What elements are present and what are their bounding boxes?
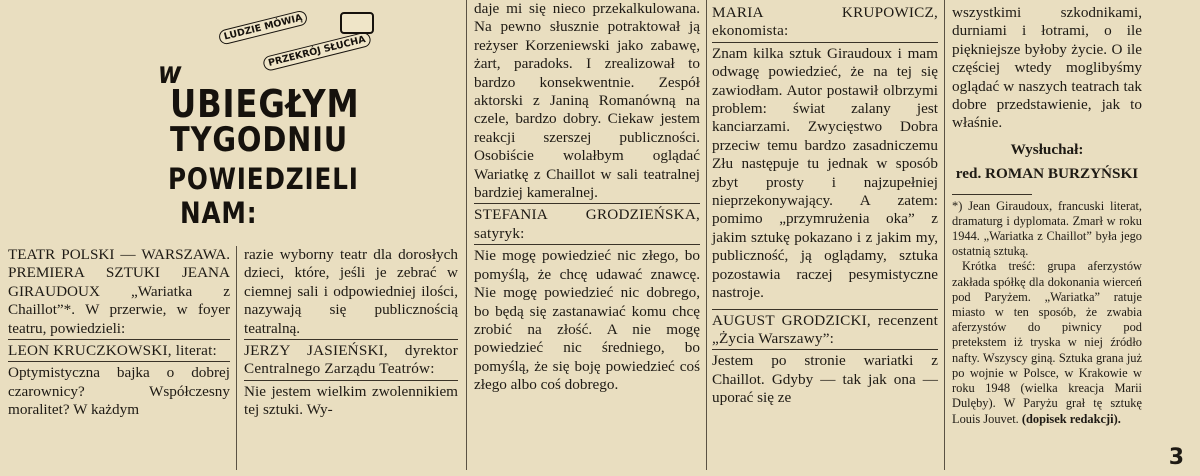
title-nam: NAM: — [180, 196, 258, 230]
column-rule — [236, 246, 237, 470]
column-3 — [474, 0, 700, 476]
column-rule — [706, 0, 707, 470]
footnote-b — [952, 259, 1142, 426]
divider — [8, 361, 230, 362]
speaker-grodzicki: AUGUST GRODZICKI, recenzent „Życia Warszawy”: — [712, 311, 938, 347]
speaker-grodzienska: STEFANIA GRODZIEŃSKA, satyryk: — [474, 206, 700, 242]
title-w: w — [158, 56, 183, 91]
title-ubieglym: UBIEGŁYM — [170, 82, 360, 126]
column-5 — [952, 4, 1142, 476]
divider — [244, 380, 458, 381]
column-4 — [712, 4, 938, 476]
divider — [712, 42, 938, 43]
kruczkowski-text-a: Optymistyczna bajka o dobrej czarownicy? Współczesny moralitet? W każdym — [8, 364, 230, 419]
column-rule — [944, 0, 945, 470]
divider — [244, 339, 458, 340]
grodzicki-text-b: wszystkimi szkodnikami, durniami i łotrami, o ile piękniejsze byłoby życie. O ile częściej wtedy moglibyśmy oglądać w naszych teatrach tak dobre przedstawienie, jak to właśnie. — [952, 4, 1142, 132]
footnote-b-tail: (dopisek redakcji). — [1021, 411, 1121, 426]
title-tygodniu: TYGODNIU — [170, 120, 349, 160]
kruczkowski-text-b: razie wyborny teatr dla dorosłych dzieci, które, jeśli je zebrać w ciemnej sali i odpowiedniej ilości, nazywają się publicznością teatralną. — [244, 246, 458, 337]
divider — [474, 203, 700, 204]
stamp-ludzie-mowia: LUDZIE MÓWIĄ — [218, 9, 309, 45]
column-rule — [466, 0, 467, 470]
jasienski-text-a: Nie jestem wielkim zwolennikiem tej sztuki. Wy- — [244, 382, 458, 419]
speaker-kruczkowski: LEON KRUCZKOWSKI, literat: — [8, 342, 217, 360]
footnote-divider — [952, 194, 1032, 195]
masthead — [150, 12, 390, 237]
footnote-a: *) Jean Giraudoux, francuski literat, dramaturg i dyplomata. Zmarł w roku 1944. „Wariatka z Chaillot” była jego ostatnią sztuką. — [952, 198, 1142, 259]
page-number: 3 — [1168, 445, 1184, 470]
krupowicz-text: Znam kilka sztuk Giraudoux i mam odwagę powiedzieć, że na tej się zawiodłam. Autor postawił olbrzymi problem: świat zalany jest kanciarzami. Zwycięstwo Dobra przeciw temu bardzo zasadniczemu Złu następuje tu jednak w sposób zbyt prosty i najzupełniej nieprzekonywający. A zatem: pomimo „przymrużenia oka” z jakim sztukę pokazano i z jakim my, publiczność, ją oglądamy, sztuka pozostawia raczej pesymistyczne nastroje. — [712, 44, 938, 302]
speaker-krupowicz: MARIA KRUPOWICZ, ekonomista: — [712, 4, 938, 40]
grodzienska-text: Nie mogę powiedzieć nic złego, bo pomyślą, że chcę udawać znawcę. Nie mogę powiedzieć nic dobrego, bo będą się zastanawiać komu chcę zrobić na złość. A nie mogę powiedzieć nic średniego, bo pomyślą, że się boję powiedzieć coś złego albo coś dobrego. — [474, 247, 700, 394]
footnote-b-text: Krótka treść: grupa aferzystów zakłada spółkę dla dokonania wierceń pod Paryżem. „Wariatka” ratuje miasto w ten sposób, że zwabia aferzystów do piwnicy pod pretekstem iż tryska w niej źródło nafty. Wszyscy giną. Sztuka grana już po wojnie w Polsce, w Krakowie w roku 1948 (wielka kreacja Marii Dulęby). W Paryżu grał tę sztukę Louis Jouvet. — [952, 259, 1142, 426]
ear-icon — [340, 12, 374, 34]
intro-text: TEATR POLSKI — WARSZAWA. PREMIERA SZTUKI JEANA GIRAUDOUX „Wariatka z Chaillot”*. W przerwie, w foyer teatru, powiedzieli: — [8, 246, 230, 337]
divider — [8, 339, 230, 340]
grodzicki-text-a: Jestem po stronie wariatki z Chaillot. Gdyby — tak jak ona — uporać się ze — [712, 352, 938, 407]
column-2 — [244, 246, 458, 476]
signoff-author: red. ROMAN BURZYŃSKI — [955, 165, 1139, 183]
signoff-label: Wysłuchał: — [1010, 140, 1084, 158]
title-powiedzieli: POWIEDZIELI — [168, 162, 359, 196]
divider — [474, 244, 700, 245]
jasienski-text-b: daje mi się nieco przekalkulowana. Na pewno słusznie potraktował ją reżyser Korzeniewski jako zabawę, żart, paradoks. I zrealizował to bardzo konsekwentnie. Zespół aktorski z Janiną Romanówną na czele, bardzo dobry. Ciekaw jestem reakcji szerszej publiczności. Osobiście wolałbym oglądać Wariatkę z Chaillot w sali teatralnej bardziej kameralnej. — [474, 0, 700, 202]
divider — [712, 309, 938, 310]
column-1 — [8, 246, 230, 476]
speaker-jasienski: JERZY JASIEŃSKI, dyrektor Centralnego Zarządu Teatrów: — [244, 342, 458, 378]
stamp-przekroj-slucha: PRZEKRÓJ SŁUCHA — [262, 31, 372, 72]
divider — [712, 349, 938, 350]
